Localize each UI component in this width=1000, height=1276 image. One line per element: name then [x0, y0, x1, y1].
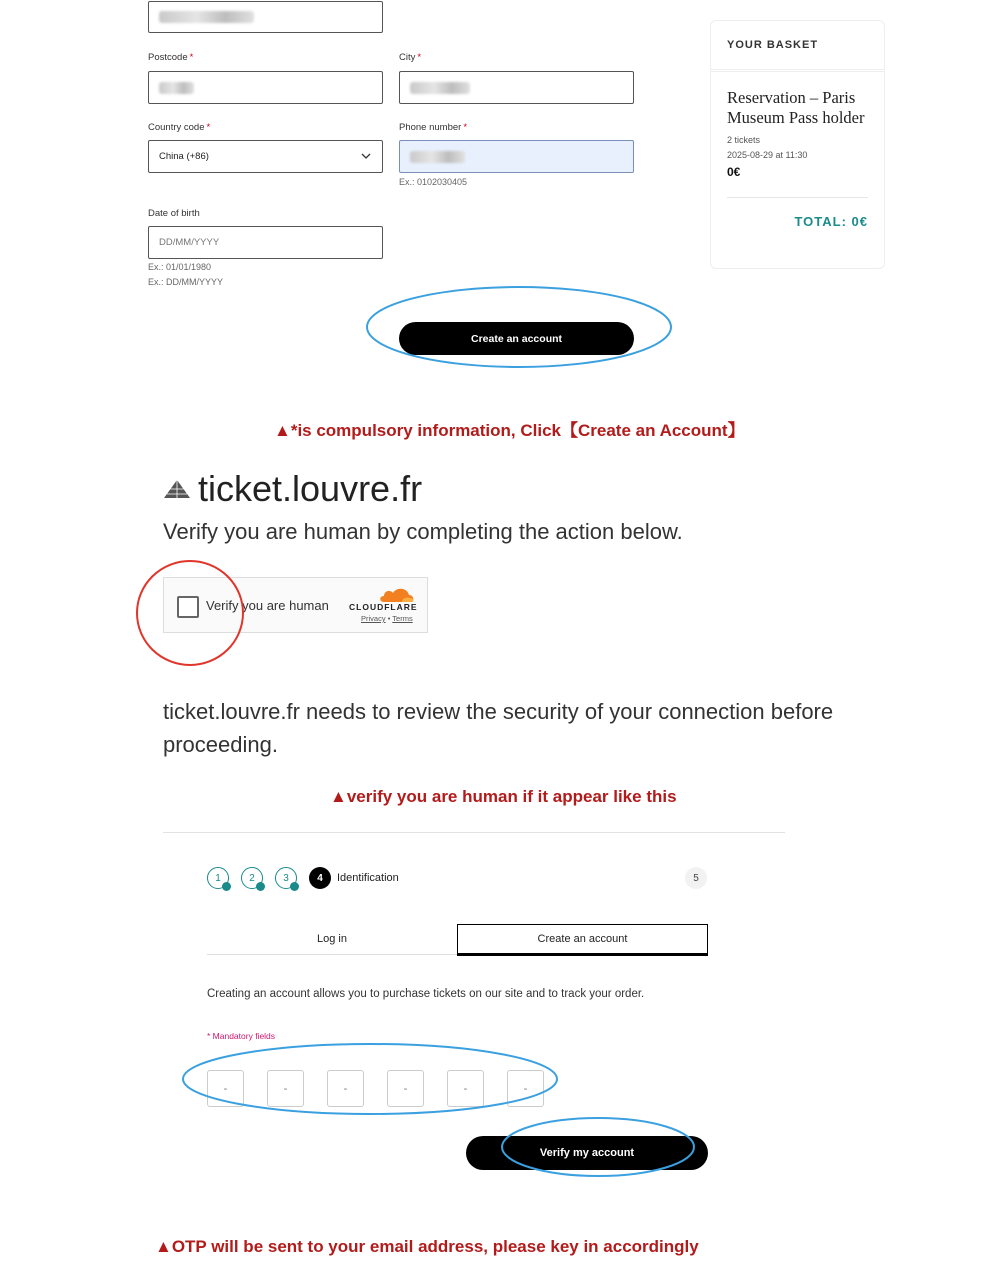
redacted-value [410, 151, 465, 163]
highlight-ellipse [499, 1115, 697, 1179]
phone-label: Phone number * [399, 122, 468, 133]
check-icon [290, 882, 299, 891]
step-4-label: Identification [337, 872, 399, 884]
city-input[interactable] [399, 71, 634, 104]
highlight-ellipse [180, 1041, 560, 1117]
step-4: 4 [309, 867, 331, 889]
cloudflare-logo-text: CLOUDFLARE [349, 602, 418, 612]
basket-total: TOTAL: 0€ [794, 214, 868, 229]
highlight-ellipse [362, 283, 676, 371]
dob-help-format: Ex.: DD/MM/YYYY [148, 277, 224, 287]
basket-item-title: Reservation – Paris Museum Pass holder [727, 88, 865, 127]
phone-input[interactable] [399, 140, 634, 173]
country-code-value: China (+86) [159, 151, 209, 162]
tab-login[interactable]: Log in [207, 923, 457, 955]
terms-link[interactable]: Terms [392, 614, 413, 623]
account-description: Creating an account allows you to purchase tickets on our site and to track your order. [207, 988, 645, 1000]
basket-heading: YOUR BASKET [710, 20, 885, 70]
check-icon [222, 882, 231, 891]
country-code-label: Country code * [148, 122, 211, 133]
basket-divider [727, 197, 868, 198]
phone-help: Ex.: 0102030405 [399, 177, 468, 187]
step-5: 5 [685, 867, 707, 889]
basket-datetime: 2025-08-29 at 11:30 [727, 150, 808, 160]
caption-otp: ▲OTP will be sent to your email address, please key in accordingly [155, 1237, 699, 1256]
create-account-button[interactable]: Create an account [399, 322, 634, 355]
cloudflare-links [361, 614, 413, 623]
redacted-value [159, 82, 194, 94]
city-label: City * [399, 52, 422, 63]
check-icon [256, 882, 265, 891]
basket-ticket-count: 2 tickets [727, 135, 761, 145]
human-checkbox-label: Verify you are human [206, 598, 329, 613]
mandatory-note: * Mandatory fields [207, 1031, 276, 1041]
challenge-instruction: Verify you are human by completing the action below. [163, 519, 683, 544]
link-separator: • [387, 614, 391, 623]
step-3: 3 [275, 867, 297, 889]
caption-verify-human: ▲verify you are human if it appear like this [330, 787, 677, 806]
postcode-label: Postcode * [148, 52, 194, 63]
chevron-down-icon [360, 150, 372, 162]
caption-create-account: ▲*is compulsory information, Click【Create an Account】 [274, 421, 745, 440]
privacy-link[interactable]: Privacy [361, 614, 386, 623]
dob-help-example: Ex.: 01/01/1980 [148, 262, 212, 272]
step-2: 2 [241, 867, 263, 889]
postcode-input[interactable] [148, 71, 383, 104]
section-divider [163, 832, 785, 833]
dob-input[interactable] [148, 226, 383, 259]
basket-price: 0€ [727, 165, 741, 179]
redacted-value [410, 82, 470, 94]
louvre-pyramid-icon [163, 479, 191, 499]
security-note: ticket.louvre.fr needs to review the security of your connection before proceeding. [163, 699, 834, 757]
redacted-value [159, 11, 254, 23]
dob-label: Date of birth [148, 208, 200, 219]
address-input[interactable] [148, 1, 383, 33]
highlight-circle [134, 558, 248, 670]
country-code-select[interactable] [148, 140, 383, 173]
tab-create-account[interactable]: Create an account [457, 924, 708, 956]
challenge-domain: ticket.louvre.fr [198, 468, 423, 509]
cloudflare-cloud-icon [378, 586, 416, 603]
basket-summary [710, 71, 885, 269]
step-1: 1 [207, 867, 229, 889]
verify-account-button[interactable]: Verify my account [466, 1136, 708, 1170]
